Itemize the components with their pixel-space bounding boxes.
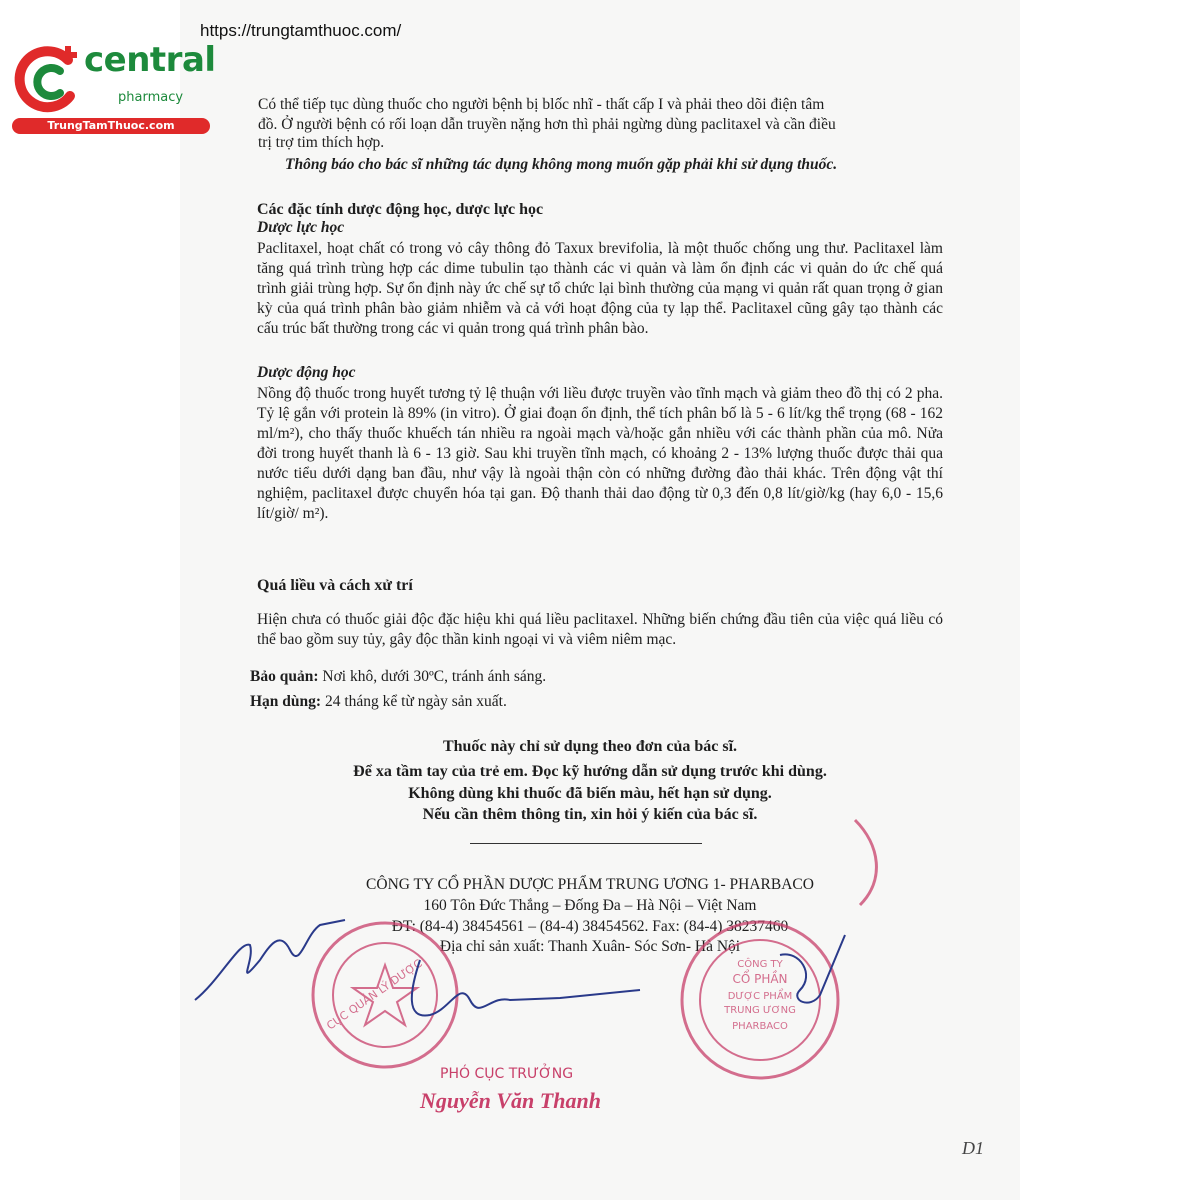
right-seal-line-2: CỔ PHẦN [732, 972, 788, 986]
logo-mark-icon [10, 38, 90, 118]
left-seal-text: CỤC QUẢN LÝ DƯỢC [324, 956, 425, 1033]
logo-sub: pharmacy [118, 90, 184, 105]
right-seal-line-1: CÔNG TY [737, 959, 783, 970]
pharmacodynamics-heading: Dược lực học [257, 219, 345, 236]
divider [470, 843, 702, 844]
warning-line-2: Để xa tầm tay của trẻ em. Đọc kỹ hướng dẫn sử dụng trước khi dùng. [353, 763, 827, 780]
warning-line-4: Nếu cần thêm thông tin, xin hỏi ý kiến của bác sĩ. [422, 806, 758, 823]
intro-line-3: trị trợ tim thích hợp. [258, 134, 385, 151]
overdose-text: Hiện chưa có thuốc giải độc đặc hiệu khi quá liều paclitaxel. Những biến chứng đầu tiên của việc quá liều có thể bao gồm suy tủy, gây độc thần kinh ngoại vi và viêm niêm mạc. [257, 611, 943, 648]
company-factory: Địa chỉ sản xuất: Thanh Xuân- Sóc Sơn- Hà Nội [439, 938, 741, 955]
logo-site[interactable]: TrungTamThuoc.com [12, 118, 210, 134]
intro-line-2: đồ. Ở người bệnh có rối loạn dẫn truyền nặng hơn thì phải ngừng dùng paclitaxel và cần điều [258, 116, 836, 133]
expiry-label: Hạn dùng: [250, 693, 322, 710]
warning-line-1: Thuốc này chỉ sử dụng theo đơn của bác sĩ. [442, 738, 738, 755]
company-name: CÔNG TY CỔ PHẦN DƯỢC PHẨM TRUNG ƯƠNG 1- PHARBACO [366, 876, 814, 893]
stamp-signer-name: Nguyễn Văn Thanh [420, 1088, 601, 1113]
page-mark: D1 [962, 1138, 984, 1158]
pharma-heading: Các đặc tính dược động học, dược lực học [257, 201, 544, 218]
company-address: 160 Tôn Đức Thắng – Đống Đa – Hà Nội – Việt Nam [423, 897, 757, 914]
company-phone: ĐT: (84-4) 38454561 – (84-4) 38454562. Fax: (84-4) 38237460 [391, 918, 789, 935]
storage-label: Bảo quản: [250, 668, 319, 685]
logo-brand: central [84, 40, 216, 80]
adverse-effect-notice: Thông báo cho bác sĩ những tác dụng không mong muốn gặp phải khi sử dụng thuốc. [285, 156, 838, 173]
pharmacokinetics-heading: Dược động học [257, 364, 356, 381]
warning-line-3: Không dùng khi thuốc đã biến màu, hết hạn sử dụng. [408, 785, 772, 802]
expiry-line [250, 693, 507, 711]
right-seal-line-4: TRUNG ƯƠNG [724, 1005, 796, 1016]
pharmacokinetics-text: Nồng độ thuốc trong huyết tương tỷ lệ thuận với liều được truyền vào tĩnh mạch và giảm theo đồ thị có 2 pha. Tỷ lệ gắn với protein là 89% (in vitro). Ở giai đoạn ổn định, thể tích phân bố là 5 - 6 lít/kg thể trọng (68 - 162 ml/m²), cho thấy thuốc khuếch tán nhiều ra ngoài mạch và/hoặc gắn nhiều với các thành phần của mô. Nửa đời trong huyết thanh là 6 - 13 giờ. Sau khi truyền tĩnh mạch, có khoảng 2 - 13% lượng thuốc được thải qua nước tiểu dưới dạng ban đầu, như vậy là ngoài thận còn có những đường đào thải khác. Trên động vật thí nghiệm, paclitaxel được chuyển hóa tại gan. Độ thanh thải dao động từ 0,3 đến 0,8 lít/giờ/kg (hay 6,0 - 15,6 lít/giờ/ m²). [257, 385, 943, 522]
right-seal-line-5: PHARBACO [732, 1021, 788, 1032]
storage-value: Nơi khô, dưới 30ºC, tránh ánh sáng. [318, 668, 547, 685]
source-url[interactable]: https://trungtamthuoc.com/ [200, 21, 402, 40]
storage-line [250, 668, 546, 686]
expiry-value: 24 tháng kể từ ngày sản xuất. [321, 693, 507, 710]
intro-line-1: Có thể tiếp tục dùng thuốc cho người bệnh bị blốc nhĩ - thất cấp I và phải theo dõi điện tâm [258, 96, 825, 113]
overdose-heading: Quá liều và cách xử trí [257, 577, 413, 594]
right-seal-line-3: DƯỢC PHẨM [727, 991, 793, 1002]
document-page [180, 0, 1020, 1200]
stamp-title: PHÓ CỤC TRƯỞNG [440, 1066, 574, 1082]
pharmacodynamics-text: Paclitaxel, hoạt chất có trong vỏ cây thông đỏ Taxux brevifolia, là một thuốc chống ung thư. Paclitaxel làm tăng quá trình trùng hợp các dime tubulin tạo thành các vi quản và làm ổn định các vi quản do ức chế quá trình giải trùng hợp. Sự ổn định này ức chế sự tổ chức lại bình thường của mạng vi quản rất quan trọng ở gian kỳ của quá trình phân bào giảm nhiễm và cả với hoạt động của ty lạp thể. Paclitaxel cũng gây tạo thành các cấu trúc bất thường trong các vi quản trong quá trình phân bào. [257, 240, 943, 337]
